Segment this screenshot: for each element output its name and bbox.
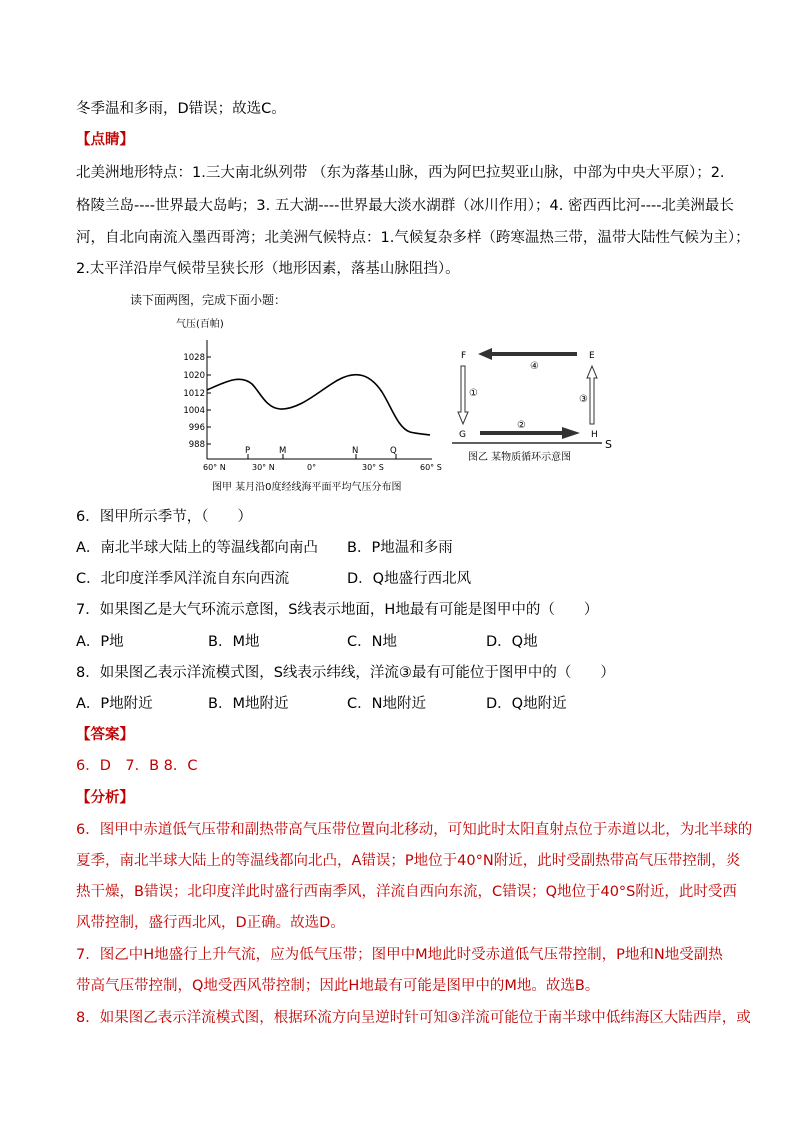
question-7-option-c: C．N地 bbox=[347, 634, 397, 650]
arrow-4 bbox=[478, 348, 577, 360]
question-8-stem: 8．如果图乙表示洋流模式图，S线表示纬线，洋流③最有可能位于图甲中的（ ） bbox=[76, 665, 615, 681]
node-f: F bbox=[461, 351, 467, 361]
arrow-2 bbox=[480, 427, 580, 439]
question-8-option-a: A．P地附近 bbox=[76, 696, 153, 712]
ytick-label: 996 bbox=[188, 423, 205, 433]
xtick-label: 60° N bbox=[203, 463, 226, 472]
answer-text: 6．D 7．B 8．C bbox=[76, 758, 198, 774]
analysis-line: 8．如果图乙表示洋流模式图，根据环流方向呈逆时针可知③洋流可能位于南半球中低纬海区大陆西岸，或 bbox=[76, 1010, 751, 1026]
analysis-line: 带高气压带控制，Q地受西风带控制；因此H地最有可能是图甲中的M地。故选B。 bbox=[76, 978, 600, 994]
question-7-option-a: A．P地 bbox=[76, 634, 124, 650]
question-8-option-c: C．N地附近 bbox=[347, 696, 426, 712]
s-line-label: S bbox=[605, 438, 612, 451]
figure-b-circulation-diagram bbox=[452, 344, 632, 474]
figure-b-caption: 图乙 某物质循环示意图 bbox=[468, 452, 572, 463]
node-h: H bbox=[591, 430, 598, 440]
text-line: 格陵兰岛----世界最大岛屿；3. 五大湖----世界最大淡水湖群（冰川作用）；4. 密西西比河----北美洲最长 bbox=[76, 198, 734, 214]
figure-a-ylabel: 气压(百帕) bbox=[176, 319, 224, 330]
circled-4: ④ bbox=[530, 361, 539, 372]
text-line: 2.太平洋沿岸气候带呈狭长形（地形因素，落基山脉阻挡）。 bbox=[76, 261, 460, 277]
question-6-option-c: C．北印度洋季风洋流自东向西流 bbox=[76, 571, 290, 587]
point-label-m: M bbox=[279, 446, 287, 456]
text-line: 河，自北向南流入墨西哥湾；北美洲气候特点：1.气候复杂多样（跨寒温热三带，温带大陆性气候为主）； bbox=[76, 230, 750, 246]
question-7-option-d: D．Q地 bbox=[486, 634, 538, 650]
circled-1: ① bbox=[469, 388, 478, 399]
point-label-p: P bbox=[245, 446, 251, 456]
text-line: 北美洲地形特点：1.三大南北纵列带 （东为落基山脉，西为阿巴拉契亚山脉，中部为中央大平原）；2. bbox=[76, 165, 725, 181]
figure-a-pressure-chart bbox=[160, 312, 460, 502]
node-g: G bbox=[459, 430, 466, 440]
answer-heading: 【答案】 bbox=[76, 727, 134, 743]
analysis-line: 风带控制，盛行西北风，D正确。故选D。 bbox=[76, 915, 345, 931]
question-8-option-b: B．M地附近 bbox=[208, 696, 289, 712]
figure-a-caption: 图甲 某月沿0度经线海平面平均气压分布图 bbox=[212, 482, 402, 493]
ytick-label: 988 bbox=[188, 440, 205, 450]
xtick-label: 0° bbox=[307, 463, 317, 472]
circled-3: ③ bbox=[579, 394, 588, 405]
figure-intro: 读下面两图，完成下面小题： bbox=[130, 293, 287, 307]
analysis-line: 7．图乙中H地盛行上升气流，应为低气压带；图甲中M地此时受赤道低气压带控制，P地和N地受副热 bbox=[76, 947, 723, 963]
section-heading-dianjing: 【点睛】 bbox=[76, 132, 134, 148]
node-e: E bbox=[589, 351, 595, 361]
xtick-label: 60° S bbox=[420, 463, 442, 472]
point-label-q: Q bbox=[390, 446, 397, 456]
analysis-line: 热干燥，B错误；北印度洋此时盛行西南季风，洋流自西向东流，C错误；Q地位于40°S附近，此时受西 bbox=[76, 884, 737, 900]
pressure-curve bbox=[207, 375, 430, 435]
arrow-3 bbox=[587, 366, 597, 424]
question-7-stem: 7．如果图乙是大气环流示意图，S线表示地面，H地最有可能是图甲中的（ ） bbox=[76, 602, 599, 618]
question-8-option-d: D．Q地附近 bbox=[486, 696, 567, 712]
ytick-label: 1012 bbox=[183, 389, 205, 399]
question-6-option-d: D．Q地盛行西北风 bbox=[347, 571, 472, 587]
ytick-label: 1004 bbox=[183, 406, 205, 416]
xtick-label: 30° N bbox=[252, 463, 275, 472]
question-6-option-b: B．P地温和多雨 bbox=[347, 540, 453, 556]
ytick-label: 1028 bbox=[183, 353, 205, 363]
question-7-option-b: B．M地 bbox=[208, 634, 260, 650]
question-6-stem: 6．图甲所示季节，（ ） bbox=[76, 509, 252, 525]
xtick-label: 30° S bbox=[362, 463, 384, 472]
point-label-n: N bbox=[352, 446, 359, 456]
arrow-1 bbox=[458, 366, 468, 424]
analysis-line: 夏季，南北半球大陆上的等温线都向北凸，A错误；P地位于40°N附近，此时受副热带高气压带控制，炎 bbox=[76, 853, 741, 869]
text-line: 冬季温和多雨，D错误；故选C。 bbox=[76, 101, 286, 117]
circled-2: ② bbox=[517, 420, 526, 431]
question-6-option-a: A．南北半球大陆上的等温线都向南凸 bbox=[76, 540, 318, 556]
ytick-label: 1020 bbox=[183, 371, 205, 381]
analysis-line: 6．图甲中赤道低气压带和副热带高气压带位置向北移动，可知此时太阳直射点位于赤道以北，为北半球的 bbox=[76, 822, 753, 838]
analysis-heading: 【分析】 bbox=[76, 790, 134, 806]
